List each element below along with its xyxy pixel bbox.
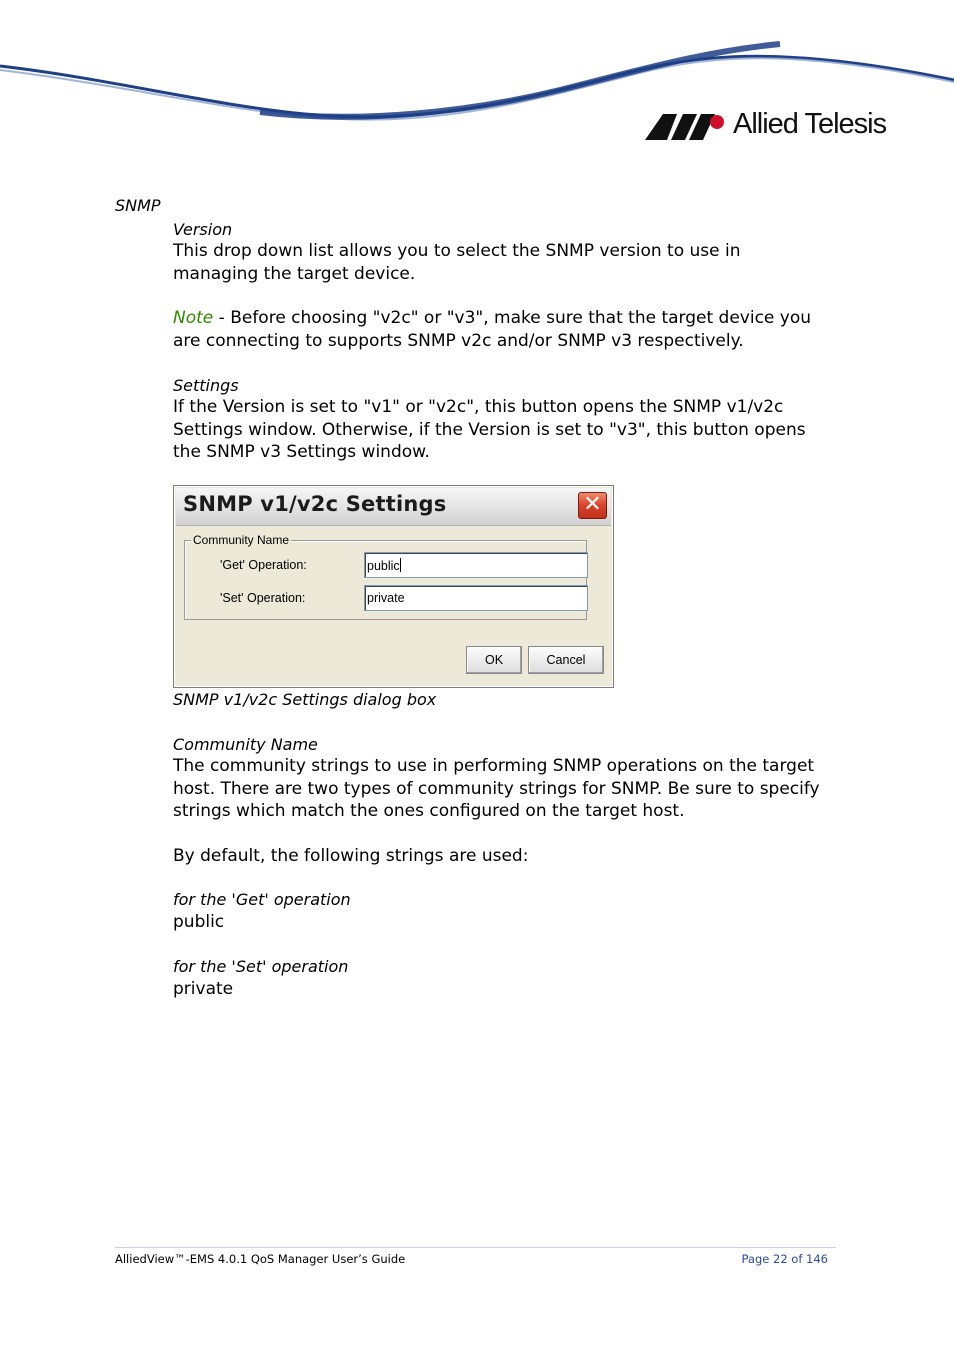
dialog-title: SNMP v1/v2c Settings [183, 492, 447, 516]
set-operation-input[interactable] [364, 585, 588, 611]
allied-telesis-logo [645, 108, 905, 146]
defaults-intro: By default, the following strings are used: [173, 846, 529, 866]
get-default-heading: for the 'Get' operation [173, 890, 351, 909]
group-legend: Community Name [193, 533, 290, 547]
section-label-snmp: SNMP [115, 196, 161, 215]
set-default-heading: for the 'Set' operation [173, 957, 349, 976]
note-label: Note [173, 308, 214, 328]
text-cursor [400, 558, 401, 572]
ok-button[interactable]: OK [466, 646, 522, 674]
settings-heading: Settings [173, 376, 239, 395]
note-text: - Before choosing "v2c" or "v3", make sure that the target device you are connecting to supports SNMP v2c and/or SNMP v3 respectively. [173, 308, 812, 351]
close-icon[interactable]: ✕ [578, 492, 607, 519]
set-operation-value: private [367, 591, 405, 605]
get-operation-input[interactable] [364, 552, 588, 578]
dialog-caption: SNMP v1/v2c Settings dialog box [173, 690, 437, 709]
note-paragraph [173, 307, 823, 352]
dialog-body [176, 526, 611, 685]
community-text: The community strings to use in performing SNMP operations on the target host. There are two types of community strings for SNMP. Be sure to specify strings which match the ones configured on the target host. [173, 756, 820, 821]
logo-mark-icon [645, 110, 729, 142]
get-operation-value: public [367, 559, 400, 573]
community-name-group [184, 533, 587, 620]
footer-page-number: Page 22 of 146 [741, 1252, 828, 1266]
dialog-titlebar [176, 488, 611, 526]
version-text: This drop down list allows you to select the SNMP version to use in managing the target device. [173, 241, 741, 284]
version-heading: Version [173, 220, 233, 239]
settings-text: If the Version is set to "v1" or "v2c", this button opens the SNMP v1/v2c Settings window. Otherwise, if the Version is set to "v3", this button opens the SNMP v3 Settings window. [173, 397, 806, 462]
get-operation-label: 'Get' Operation: [220, 558, 307, 572]
set-operation-label: 'Set' Operation: [220, 591, 306, 605]
community-heading: Community Name [173, 735, 318, 754]
footer-divider [115, 1247, 836, 1248]
set-default-value: private [173, 979, 234, 999]
cancel-button[interactable]: Cancel [528, 646, 604, 674]
get-default-value: public [173, 912, 225, 932]
footer-doc-title: AlliedView™-EMS 4.0.1 QoS Manager User’s Guide [115, 1252, 406, 1266]
logo-text: Allied Telesis [733, 108, 887, 140]
snmp-settings-dialog [173, 485, 614, 688]
